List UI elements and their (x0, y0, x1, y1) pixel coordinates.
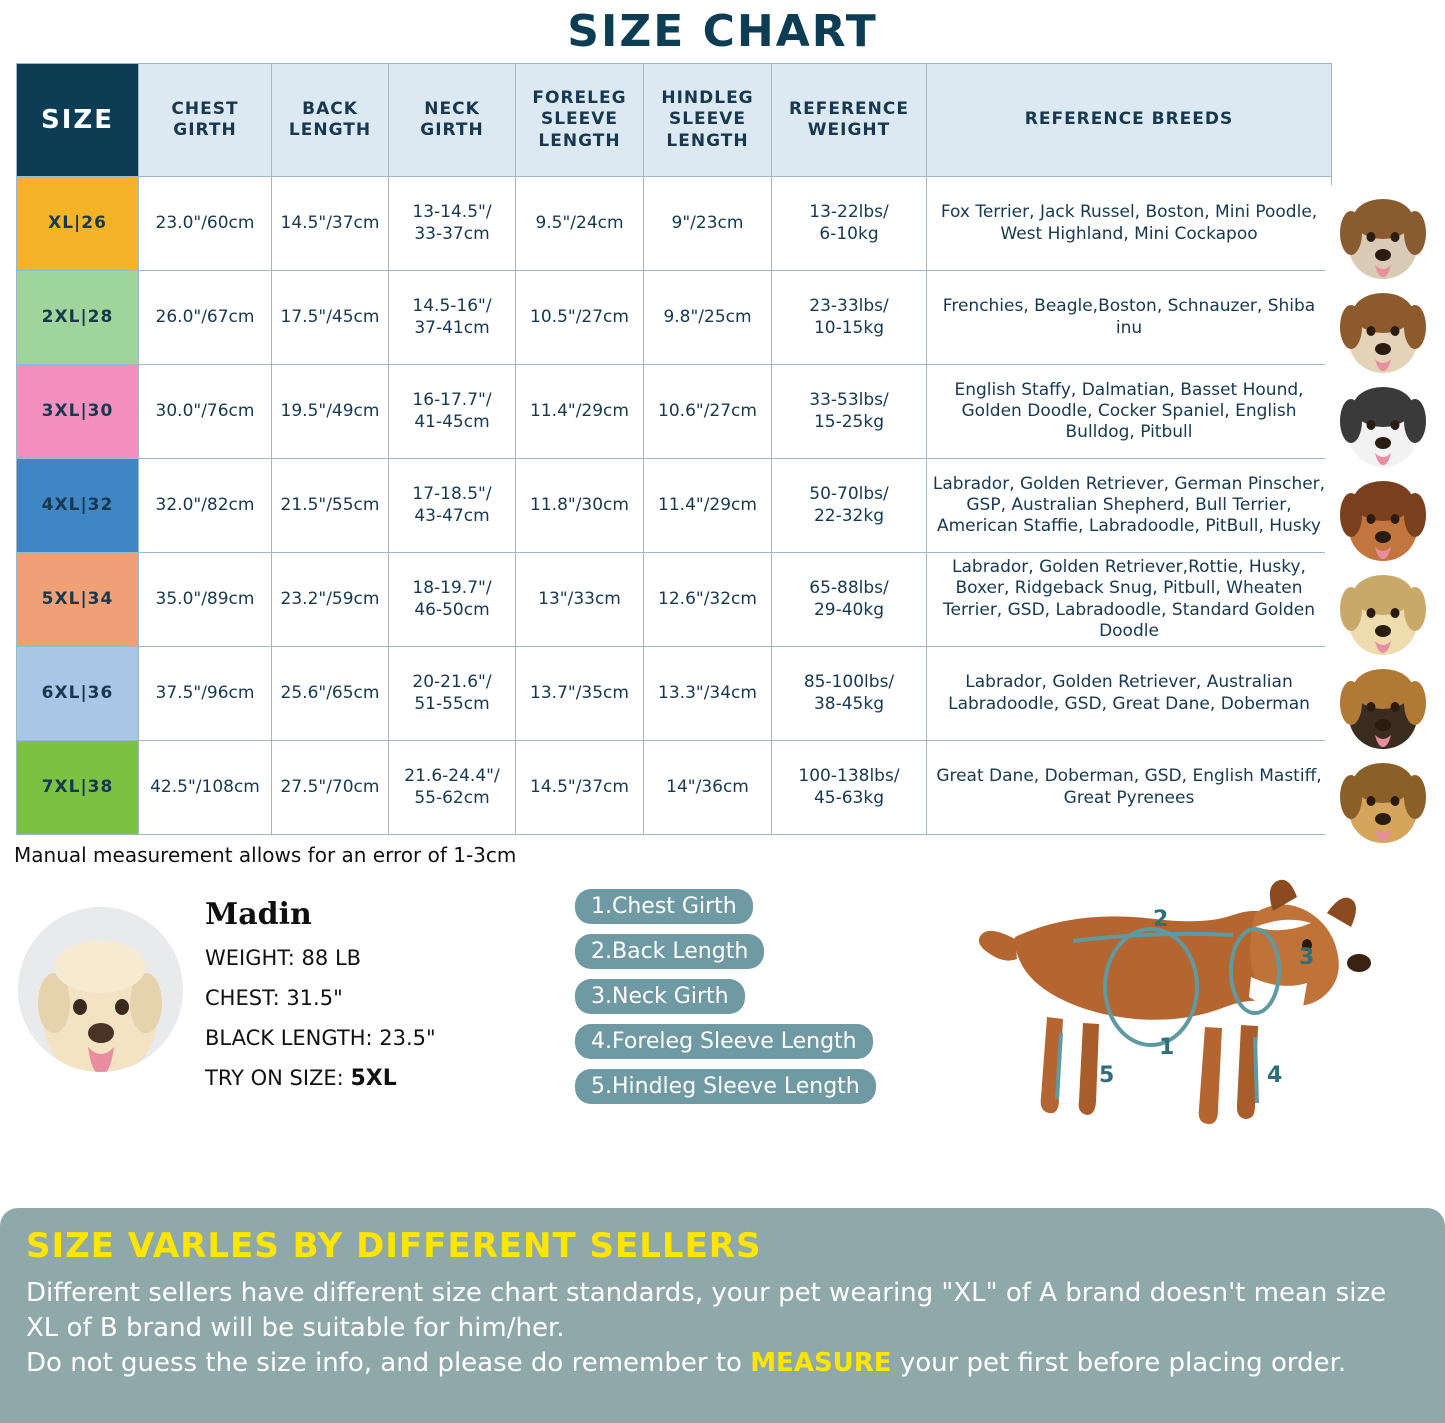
cell-reference-weight: 85-100lbs/ 38-45kg (772, 647, 927, 741)
banner-line2-before: Do not guess the size info, and please do remember to (26, 1348, 751, 1379)
labrador-photo (18, 907, 183, 1072)
diagram-marker-5: 5 (1099, 1063, 1115, 1088)
cell-hindleg-sleeve-length: 13.3"/34cm (644, 647, 772, 741)
col-header-reference-weight (772, 64, 927, 177)
dog-measurement-diagram (955, 867, 1425, 1157)
measurement-legend (575, 889, 955, 1114)
col-header-refweight-line1: REFERENCE (789, 98, 909, 119)
dog-diagram-illustration (955, 867, 1425, 1157)
cell-foreleg-sleeve-length: 13"/33cm (516, 553, 644, 647)
table-row (17, 647, 1332, 741)
cell-reference-breeds: Great Dane, Doberman, GSD, English Mastiff, Great Pyrenees (927, 741, 1332, 835)
banner-line2-after: your pet first before placing order. (891, 1348, 1347, 1379)
col-header-neck-girth-line2: GIRTH (420, 120, 484, 140)
col-header-hindleg-sleeve-length (644, 64, 772, 177)
size-chart-table (16, 63, 1332, 835)
col-header-hindleg-line2: SLEEVE (668, 109, 747, 130)
cell-size: 5XL|34 (17, 553, 139, 647)
legend-item-4: 4.Foreleg Sleeve Length (575, 1024, 873, 1059)
col-header-chest-girth (139, 64, 272, 177)
cell-chest-girth: 42.5"/108cm (139, 741, 272, 835)
cell-reference-breeds: Fox Terrier, Jack Russel, Boston, Mini Poodle, West Highland, Mini Cockapoo (927, 177, 1332, 271)
cell-size: 4XL|32 (17, 459, 139, 553)
col-header-size: SIZE (17, 64, 139, 177)
col-header-foreleg-sleeve-length (516, 64, 644, 177)
cell-reference-weight: 50-70lbs/ 22-32kg (772, 459, 927, 553)
dalmatian-photo (1325, 373, 1437, 467)
cell-back-length: 21.5"/55cm (272, 459, 389, 553)
col-header-hindleg-line3: LENGTH (666, 130, 749, 151)
cell-size: 3XL|30 (17, 365, 139, 459)
col-header-chest-girth-line2: GIRTH (173, 120, 237, 140)
size-chart-section (0, 63, 1445, 835)
example-section (0, 867, 1445, 1157)
diagram-marker-2: 2 (1153, 907, 1169, 932)
cell-neck-girth: 14.5-16"/ 37-41cm (389, 271, 516, 365)
table-row (17, 459, 1332, 553)
col-header-reference-breeds: REFERENCE BREEDS (927, 64, 1332, 177)
cell-foreleg-sleeve-length: 14.5"/37cm (516, 741, 644, 835)
cell-chest-girth: 35.0"/89cm (139, 553, 272, 647)
cell-foreleg-sleeve-length: 11.8"/30cm (516, 459, 644, 553)
cell-size: 6XL|36 (17, 647, 139, 741)
col-header-back-length-line1: BACK (302, 98, 358, 119)
cell-chest-girth: 26.0"/67cm (139, 271, 272, 365)
legend-item-3: 3.Neck Girth (575, 979, 745, 1014)
cell-hindleg-sleeve-length: 9.8"/25cm (644, 271, 772, 365)
cell-neck-girth: 20-21.6"/ 51-55cm (389, 647, 516, 741)
cell-reference-weight: 65-88lbs/ 29-40kg (772, 553, 927, 647)
seller-size-warning-banner (0, 1208, 1445, 1423)
jack-russell-terrier-photo (1325, 185, 1437, 279)
table-row (17, 271, 1332, 365)
cell-chest-girth: 37.5"/96cm (139, 647, 272, 741)
banner-title: SIZE VARLES BY DIFFERENT SELLERS (26, 1226, 762, 1266)
banner-line1: Different sellers have different size chart standards, your pet wearing "XL" of A brand doesn't mean size XL of B brand will be suitable for him/her. (26, 1278, 1387, 1344)
legend-item-2: 2.Back Length (575, 934, 764, 969)
col-header-foreleg-line1: FORELEG (532, 88, 627, 109)
cell-back-length: 27.5"/70cm (272, 741, 389, 835)
legend-item-5: 5.Hindleg Sleeve Length (575, 1069, 876, 1104)
col-header-back-length-line2: LENGTH (288, 120, 372, 140)
cell-neck-girth: 13-14.5"/ 33-37cm (389, 177, 516, 271)
cell-reference-weight: 23-33lbs/ 10-15kg (772, 271, 927, 365)
cell-size: 7XL|38 (17, 741, 139, 835)
dog-try-on-value: 5XL (350, 1066, 397, 1091)
dog-name: Madin (205, 897, 312, 932)
cell-hindleg-sleeve-length: 10.6"/27cm (644, 365, 772, 459)
diagram-marker-3: 3 (1299, 945, 1315, 970)
cell-hindleg-sleeve-length: 12.6"/32cm (644, 553, 772, 647)
dog-profile-meta (205, 885, 436, 1107)
table-row (17, 177, 1332, 271)
dog-chest: CHEST: 31.5" (205, 986, 343, 1010)
golden-retriever-photo (1325, 561, 1437, 655)
beagle-photo (1325, 279, 1437, 373)
cell-reference-breeds: Frenchies, Beagle,Boston, Schnauzer, Shiba inu (927, 271, 1332, 365)
col-header-foreleg-line2: SLEEVE (540, 109, 619, 130)
measurement-note: Manual measurement allows for an error of 1-3cm (14, 843, 517, 867)
diagram-marker-1: 1 (1159, 1035, 1175, 1060)
dog-try-on-label: TRY ON SIZE: (205, 1066, 344, 1090)
cell-neck-girth: 17-18.5"/ 43-47cm (389, 459, 516, 553)
legend-item-1: 1.Chest Girth (575, 889, 753, 924)
cell-reference-breeds: English Staffy, Dalmatian, Basset Hound, Golden Doodle, Cocker Spaniel, English Bulldog, Pitbull (927, 365, 1332, 459)
cell-chest-girth: 23.0"/60cm (139, 177, 272, 271)
banner-measure-highlight: MEASURE (750, 1348, 892, 1379)
cell-reference-weight: 100-138lbs/ 45-63kg (772, 741, 927, 835)
cell-hindleg-sleeve-length: 9"/23cm (644, 177, 772, 271)
cell-reference-weight: 33-53lbs/ 15-25kg (772, 365, 927, 459)
cell-foreleg-sleeve-length: 13.7"/35cm (516, 647, 644, 741)
col-header-hindleg-line1: HINDLEG (661, 88, 754, 109)
cell-back-length: 23.2"/59cm (272, 553, 389, 647)
col-header-chest-girth-line1: CHEST (171, 98, 239, 119)
breed-photo-column (1325, 185, 1437, 843)
cell-chest-girth: 32.0"/82cm (139, 459, 272, 553)
cell-reference-breeds: Labrador, Golden Retriever, German Pinscher, GSP, Australian Shepherd, Bull Terrier, American Staffie, Labradoodle, PitBull, Husky (927, 459, 1332, 553)
american-staffie-photo (1325, 467, 1437, 561)
table-row (17, 741, 1332, 835)
dog-try-on-size (205, 1066, 436, 1091)
table-header-row (17, 64, 1332, 177)
cell-hindleg-sleeve-length: 11.4"/29cm (644, 459, 772, 553)
col-header-refweight-line2: WEIGHT (807, 120, 891, 140)
cell-reference-breeds: Labrador, Golden Retriever, Australian Labradoodle, GSD, Great Dane, Doberman (927, 647, 1332, 741)
col-header-neck-girth-line1: NECK (424, 98, 480, 119)
col-header-foreleg-line3: LENGTH (538, 130, 621, 151)
cell-hindleg-sleeve-length: 14"/36cm (644, 741, 772, 835)
cell-back-length: 14.5"/37cm (272, 177, 389, 271)
cell-neck-girth: 16-17.7"/ 41-45cm (389, 365, 516, 459)
cell-chest-girth: 30.0"/76cm (139, 365, 272, 459)
banner-line2 (0, 1346, 1445, 1381)
dog-profile-card (18, 885, 538, 1107)
german-shepherd-photo (1325, 655, 1437, 749)
col-header-back-length (272, 64, 389, 177)
cell-size: XL|26 (17, 177, 139, 271)
page-title: SIZE CHART (567, 6, 878, 57)
cell-back-length: 19.5"/49cm (272, 365, 389, 459)
col-header-neck-girth (389, 64, 516, 177)
cell-size: 2XL|28 (17, 271, 139, 365)
table-row (17, 365, 1332, 459)
cell-back-length: 25.6"/65cm (272, 647, 389, 741)
table-body (17, 177, 1332, 835)
cell-back-length: 17.5"/45cm (272, 271, 389, 365)
cell-neck-girth: 21.6-24.4"/ 55-62cm (389, 741, 516, 835)
dog-avatar (18, 907, 183, 1072)
cell-foreleg-sleeve-length: 11.4"/29cm (516, 365, 644, 459)
cell-reference-breeds: Labrador, Golden Retriever,Rottie, Husky, Boxer, Ridgeback Snug, Pitbull, Wheaten Terrier, GSD, Labradoodle, Standard Golden Doodle (927, 553, 1332, 647)
cell-foreleg-sleeve-length: 10.5"/27cm (516, 271, 644, 365)
diagram-marker-4: 4 (1267, 1063, 1283, 1088)
cell-reference-weight: 13-22lbs/ 6-10kg (772, 177, 927, 271)
dog-weight: WEIGHT: 88 LB (205, 946, 362, 970)
great-dane-photo (1325, 749, 1437, 843)
table-row (17, 553, 1332, 647)
dog-back-length: BLACK LENGTH: 23.5" (205, 1026, 436, 1050)
cell-neck-girth: 18-19.7"/ 46-50cm (389, 553, 516, 647)
cell-foreleg-sleeve-length: 9.5"/24cm (516, 177, 644, 271)
